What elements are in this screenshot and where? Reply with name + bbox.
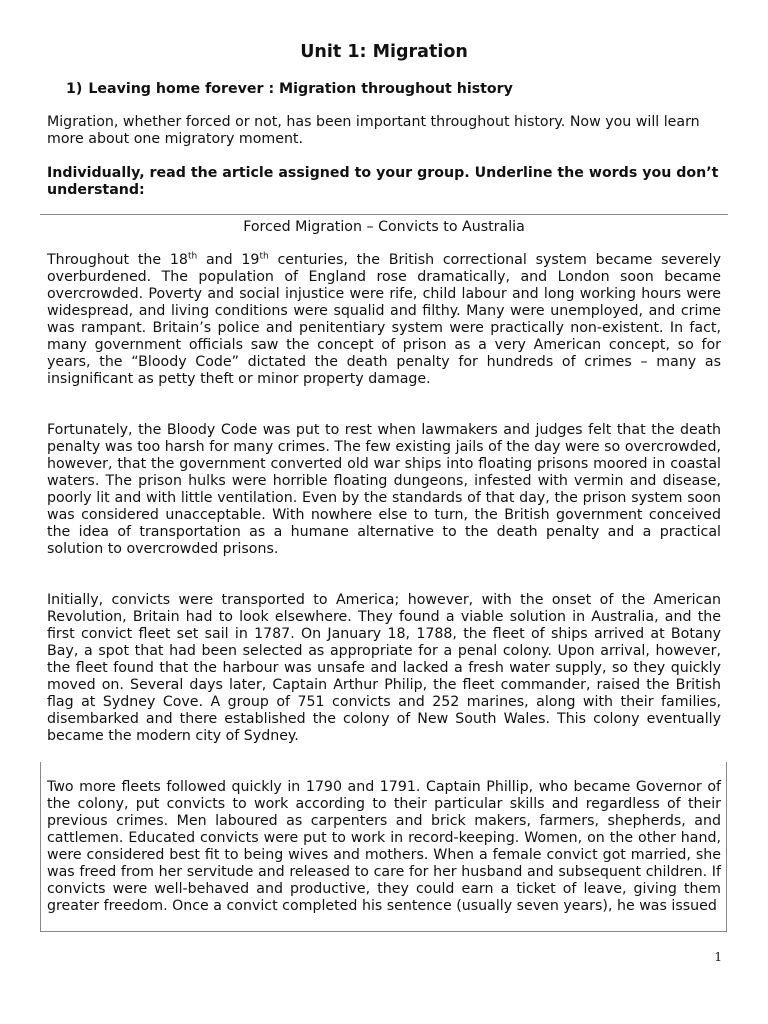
article-paragraph-2: Fortunately, the Bloody Code was put to rest when lawmakers and judges felt that the death penalty was too harsh for many crimes. The few existing jails of the day were so overcrowded, however, that the government converted old war ships into floating prisons moored in coastal waters. The prison hulks were horrible floating dungeons, infested with vermin and disease, poorly lit and with little ventilation. Even by the standards of that day, the prison system soon was considered unacceptable. With nowhere else to turn, the British government conceived the idea of transportation as a humane alternative to the death penalty and a practical solution to overcrowded prisons. (47, 422, 721, 558)
instruction-paragraph: Individually, read the article assigned to your group. Underline the words you don’t understand: (47, 165, 719, 199)
intro-paragraph: Migration, whether forced or not, has been important throughout history. Now you will learn more about one migratory moment. (47, 114, 700, 148)
p1-sup-2: th (259, 251, 269, 262)
unit-title: Unit 1: Migration (300, 42, 468, 62)
article-paragraph-3: Initially, convicts were transported to America; however, with the onset of the American Revolution, Britain had to look elsewhere. They found a viable solution in Australia, and the first convict fleet set sail in 1787. On January 18, 1788, the fleet of ships arrived at Botany Bay, a spot that had been selected as appropriate for a penal colony. Upon arrival, however, the fleet found that the harbour was unsafe and lacked a fresh water supply, so they quickly moved on. Several days later, Captain Arthur Philip, the fleet commander, raised the British flag at Sydney Cove. A group of 751 convicts and 252 marines, along with their families, disembarked and there established the colony of New South Wales. This colony eventually became the modern city of Sydney. (47, 592, 721, 745)
section-heading-text: Leaving home forever : Migration throughout history (88, 81, 513, 97)
article-paragraph-4: Two more fleets followed quickly in 1790 and 1791. Captain Phillip, who became Governor of the colony, put convicts to work according to their particular skills and regardless of their previous crimes. Men laboured as carpenters and brick makers, farmers, shepherds, and cattlemen. Educated convicts were put to work in record-keeping. Women, on the other hand, were considered best fit to being wives and mothers. When a female convict got married, she was freed from her servitude and released to care for her husband and subsequent children. If convicts were well-behaved and productive, they could earn a ticket of leave, giving them greater freedom. Once a convict completed his sentence (usually seven years), he was issued (47, 779, 721, 915)
article-paragraph-1 (47, 252, 721, 388)
section-number: 1) (66, 81, 83, 97)
p1-lead: Throughout the 18 (47, 252, 188, 268)
section-heading (66, 80, 513, 98)
p1-sup-1: th (187, 251, 198, 262)
p1-rest: centuries, the British correctional system became severely overburdened. The population of England rose dramatically, and London soon became overcrowded. Poverty and social injustice were rife, child labour and long working hours were widespread, and living conditions were squalid and filthy. Many were unemployed, and crime was rampant. Britain’s police and penitentiary system were practically non-existent. In fact, many government officials saw the concept of prison as a very American concept, so for years, the “Bloody Code” dictated the death penalty for hundreds of crimes – many as insignificant as petty theft or minor property damage. (47, 252, 721, 388)
article-top-rule (40, 214, 728, 215)
p1-mid: and 19 (197, 252, 260, 268)
page-number: 1 (714, 950, 722, 964)
article-title: Forced Migration – Convicts to Australia (243, 219, 525, 235)
